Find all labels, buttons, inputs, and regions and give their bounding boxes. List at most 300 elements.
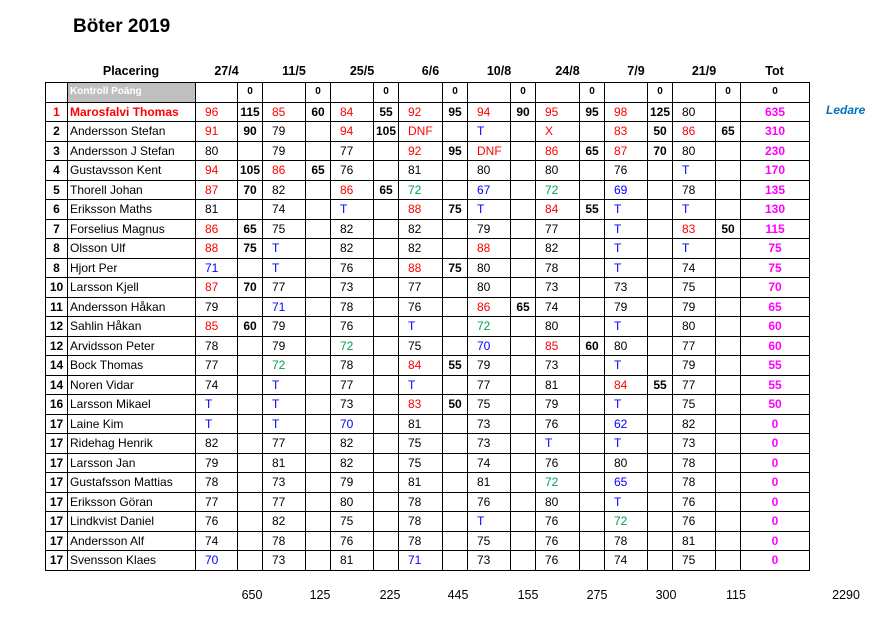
score-cell: 80 [468, 161, 511, 181]
score-cell: T [536, 434, 580, 454]
score-cell: 81 [673, 531, 716, 551]
score-cell: 73 [331, 395, 374, 415]
fine-points-cell [580, 473, 605, 493]
rank-cell: 17 [46, 512, 68, 532]
fine-points-cell [443, 219, 468, 239]
table-row [46, 122, 810, 142]
fine-points-cell [648, 434, 673, 454]
fine-points-cell [306, 336, 331, 356]
score-cell: 78 [331, 297, 374, 317]
table-row [46, 434, 810, 454]
fine-points-cell [443, 122, 468, 142]
fine-points-cell [716, 141, 741, 161]
score-cell: 86 [468, 297, 511, 317]
fine-points-cell [374, 453, 399, 473]
score-cell: 80 [605, 453, 648, 473]
score-cell: T [196, 414, 238, 434]
score-cell: 83 [605, 122, 648, 142]
rank-cell: 17 [46, 531, 68, 551]
fine-points-cell: 55 [580, 200, 605, 220]
fine-points-cell [648, 395, 673, 415]
fine-points-cell [716, 492, 741, 512]
rank-cell: 2 [46, 122, 68, 142]
control-points-cell: 0 [374, 83, 399, 103]
player-name: Eriksson Maths [68, 200, 196, 220]
fine-points-cell [306, 200, 331, 220]
score-cell: T [605, 395, 648, 415]
table-row [46, 453, 810, 473]
fine-points-cell [511, 434, 536, 454]
column-header-row [0, 64, 881, 78]
score-cell: 71 [399, 551, 443, 571]
score-cell: 92 [399, 102, 443, 122]
score-cell: 77 [673, 375, 716, 395]
fine-points-cell: 65 [238, 219, 263, 239]
control-points-cell: 0 [511, 83, 536, 103]
header-date: 11/5 [282, 64, 306, 78]
table-row [46, 414, 810, 434]
footer-sum: 155 [517, 588, 539, 602]
score-cell: 76 [331, 531, 374, 551]
score-cell: 81 [331, 551, 374, 571]
fine-points-cell [580, 492, 605, 512]
header-date: 24/8 [555, 64, 580, 78]
score-cell: 82 [263, 180, 306, 200]
fine-points-cell [511, 356, 536, 376]
fine-points-cell [443, 297, 468, 317]
score-cell: 76 [331, 258, 374, 278]
fine-points-cell [443, 551, 468, 571]
score-cell: 82 [331, 219, 374, 239]
score-cell: 79 [468, 219, 511, 239]
score-cell: 74 [263, 200, 306, 220]
fine-points-cell [511, 395, 536, 415]
score-cell: 80 [605, 336, 648, 356]
score-cell: 77 [331, 141, 374, 161]
score-cell: 80 [673, 141, 716, 161]
score-cell: X [536, 122, 580, 142]
score-cell: 82 [331, 434, 374, 454]
fine-points-cell: 75 [443, 200, 468, 220]
score-cell: 75 [399, 453, 443, 473]
total-cell: 0 [741, 492, 810, 512]
table-row [46, 512, 810, 532]
fine-points-cell [716, 453, 741, 473]
player-name: Ridehag Henrik [68, 434, 196, 454]
control-value-cell [263, 83, 306, 103]
fine-points-cell [306, 473, 331, 493]
rank-cell: 8 [46, 258, 68, 278]
score-cell: 80 [468, 258, 511, 278]
fine-points-cell [511, 512, 536, 532]
score-cell: 73 [263, 551, 306, 571]
score-cell: T [605, 356, 648, 376]
total-cell: 0 [741, 531, 810, 551]
header-date: 21/9 [691, 64, 717, 78]
fine-points-cell [716, 336, 741, 356]
fine-points-cell [648, 297, 673, 317]
fine-points-cell [238, 141, 263, 161]
fine-points-cell [648, 551, 673, 571]
fine-points-cell [716, 317, 741, 337]
score-cell: T [673, 161, 716, 181]
rank-cell: 16 [46, 395, 68, 415]
table-row [46, 336, 810, 356]
score-cell: 77 [263, 278, 306, 298]
score-cell: T [673, 200, 716, 220]
fine-points-cell: 55 [648, 375, 673, 395]
fine-points-cell [306, 356, 331, 376]
score-cell: 86 [331, 180, 374, 200]
rank-cell: 8 [46, 239, 68, 259]
fine-points-cell: 95 [580, 102, 605, 122]
fine-points-cell: 60 [306, 102, 331, 122]
fine-points-cell: 65 [511, 297, 536, 317]
total-cell: 75 [741, 258, 810, 278]
control-points-cell: 0 [306, 83, 331, 103]
fine-points-cell [716, 531, 741, 551]
score-cell: 79 [196, 453, 238, 473]
score-cell: T [605, 492, 648, 512]
fine-points-cell [580, 551, 605, 571]
score-cell: 79 [536, 395, 580, 415]
score-cell: 74 [673, 258, 716, 278]
score-cell: 75 [468, 531, 511, 551]
score-cell: 62 [605, 414, 648, 434]
table-row [46, 551, 810, 571]
rank-cell: 7 [46, 219, 68, 239]
score-cell: 77 [536, 219, 580, 239]
fine-points-cell [306, 141, 331, 161]
fine-points-cell [443, 336, 468, 356]
fine-points-cell [580, 414, 605, 434]
rank-cell: 10 [46, 278, 68, 298]
score-cell: 67 [468, 180, 511, 200]
score-cell: 82 [331, 453, 374, 473]
score-cell: 96 [196, 102, 238, 122]
total-cell: 170 [741, 161, 810, 181]
total-cell: 0 [741, 453, 810, 473]
score-cell: T [673, 239, 716, 259]
footer-sum: 115 [726, 588, 746, 602]
fine-points-cell: 70 [238, 278, 263, 298]
fine-points-cell [580, 434, 605, 454]
fine-points-cell [511, 200, 536, 220]
player-name: Eriksson Göran [68, 492, 196, 512]
fine-points-cell [716, 434, 741, 454]
score-cell: 84 [331, 102, 374, 122]
score-cell: T [468, 200, 511, 220]
fine-points-cell: 55 [374, 102, 399, 122]
score-cell: T [331, 200, 374, 220]
table-row [46, 395, 810, 415]
score-cell: 73 [536, 356, 580, 376]
score-cell: 86 [196, 219, 238, 239]
score-cell: 76 [536, 414, 580, 434]
score-cell: 79 [468, 356, 511, 376]
player-name: Sahlin Håkan [68, 317, 196, 337]
score-cell: 73 [673, 434, 716, 454]
fine-points-cell [716, 239, 741, 259]
fine-points-cell [374, 512, 399, 532]
fine-points-cell [374, 531, 399, 551]
player-name: Andersson Alf [68, 531, 196, 551]
control-row [46, 83, 810, 103]
fine-points-cell [648, 512, 673, 532]
fine-points-cell [238, 200, 263, 220]
fine-points-cell [443, 473, 468, 493]
fine-points-cell [648, 200, 673, 220]
score-cell: 75 [673, 551, 716, 571]
score-cell: DNF [468, 141, 511, 161]
total-cell: 60 [741, 317, 810, 337]
score-cell: 82 [399, 219, 443, 239]
score-cell: 82 [263, 512, 306, 532]
fine-points-cell [443, 434, 468, 454]
fine-points-cell [648, 161, 673, 181]
fine-points-cell [511, 317, 536, 337]
fine-points-cell: 70 [648, 141, 673, 161]
score-cell: 92 [399, 141, 443, 161]
fine-points-cell [511, 531, 536, 551]
rank-cell: 14 [46, 356, 68, 376]
score-cell: 81 [468, 473, 511, 493]
score-cell: 95 [536, 102, 580, 122]
total-cell: 0 [741, 512, 810, 532]
total-cell: 635 [741, 102, 810, 122]
player-name: Arvidsson Peter [68, 336, 196, 356]
player-name: Noren Vidar [68, 375, 196, 395]
fine-points-cell [511, 375, 536, 395]
fine-points-cell [374, 375, 399, 395]
fine-points-cell [238, 375, 263, 395]
score-cell: 76 [399, 297, 443, 317]
rank-cell: 17 [46, 453, 68, 473]
fine-points-cell [306, 414, 331, 434]
fine-points-cell [716, 356, 741, 376]
rank-cell: 17 [46, 414, 68, 434]
player-name: Bock Thomas [68, 356, 196, 376]
score-cell: 88 [399, 258, 443, 278]
fine-points-cell [374, 473, 399, 493]
score-cell: 80 [536, 317, 580, 337]
player-name: Marosfalvi Thomas [68, 102, 196, 122]
table-row [46, 239, 810, 259]
score-cell: 79 [263, 336, 306, 356]
footer-sum: 225 [379, 588, 401, 602]
fine-points-cell [580, 512, 605, 532]
score-cell: 82 [673, 414, 716, 434]
score-cell: 74 [196, 531, 238, 551]
score-cell: 76 [673, 512, 716, 532]
table-row [46, 356, 810, 376]
score-cell: T [468, 122, 511, 142]
table-row [46, 375, 810, 395]
total-cell: 0 [741, 551, 810, 571]
fine-points-cell [511, 492, 536, 512]
rank-cell: 17 [46, 492, 68, 512]
fine-points-cell [374, 141, 399, 161]
rank-cell: 17 [46, 473, 68, 493]
player-name: Andersson Håkan [68, 297, 196, 317]
fine-points-cell [648, 473, 673, 493]
fine-points-cell: 50 [716, 219, 741, 239]
fine-points-cell [511, 278, 536, 298]
score-cell: T [605, 239, 648, 259]
score-cell: 76 [673, 492, 716, 512]
fine-points-cell [580, 356, 605, 376]
fine-points-cell [511, 336, 536, 356]
score-cell: 85 [263, 102, 306, 122]
table-row [46, 278, 810, 298]
table-row [46, 180, 810, 200]
total-cell: 65 [741, 297, 810, 317]
score-cell: 69 [605, 180, 648, 200]
score-cell: T [605, 200, 648, 220]
fine-points-cell: 105 [374, 122, 399, 142]
score-cell: 78 [605, 531, 648, 551]
fine-points-cell [374, 317, 399, 337]
fine-points-cell [374, 492, 399, 512]
fine-points-cell [238, 356, 263, 376]
fine-points-cell [511, 161, 536, 181]
score-cell: T [196, 395, 238, 415]
player-name: Larsson Kjell [68, 278, 196, 298]
score-cell: 88 [468, 239, 511, 259]
fine-points-cell [716, 414, 741, 434]
fine-points-cell [238, 453, 263, 473]
fine-points-cell: 70 [238, 180, 263, 200]
score-cell: 77 [263, 434, 306, 454]
fine-points-cell [238, 531, 263, 551]
score-cell: 94 [468, 102, 511, 122]
score-cell: 87 [605, 141, 648, 161]
score-cell: 88 [399, 200, 443, 220]
player-name: Hjort Per [68, 258, 196, 278]
score-cell: 82 [331, 239, 374, 259]
control-value-cell [673, 83, 716, 103]
fine-points-cell [716, 297, 741, 317]
fine-points-cell [306, 512, 331, 532]
control-points-cell: 0 [716, 83, 741, 103]
score-cell: 74 [468, 453, 511, 473]
fine-points-cell [374, 336, 399, 356]
rank-cell: 4 [46, 161, 68, 181]
score-cell: 70 [331, 414, 374, 434]
fine-points-cell [306, 551, 331, 571]
score-cell: 80 [468, 278, 511, 298]
total-cell: 310 [741, 122, 810, 142]
fine-points-cell [238, 395, 263, 415]
score-cell: 78 [331, 356, 374, 376]
fine-points-cell: 95 [443, 102, 468, 122]
table-row [46, 258, 810, 278]
control-points-cell: 0 [648, 83, 673, 103]
fine-points-cell [374, 395, 399, 415]
score-cell: T [605, 258, 648, 278]
fine-points-cell [443, 375, 468, 395]
footer-total: 2290 [832, 588, 860, 602]
fine-points-cell [374, 356, 399, 376]
leader-label: Ledare [826, 103, 866, 117]
score-cell: 85 [536, 336, 580, 356]
score-cell: 72 [536, 473, 580, 493]
header-date: 27/4 [214, 64, 239, 78]
fine-points-cell [443, 414, 468, 434]
table-row [46, 297, 810, 317]
control-value-cell [399, 83, 443, 103]
score-cell: 73 [536, 278, 580, 298]
score-cell: 83 [399, 395, 443, 415]
score-cell: 86 [673, 122, 716, 142]
score-cell: 78 [196, 473, 238, 493]
fine-points-cell [511, 551, 536, 571]
control-value-cell [468, 83, 511, 103]
fine-points-cell: 115 [238, 102, 263, 122]
total-cell: 230 [741, 141, 810, 161]
score-cell: 75 [673, 395, 716, 415]
fine-points-cell [306, 395, 331, 415]
score-cell: 73 [331, 278, 374, 298]
total-cell: 135 [741, 180, 810, 200]
fine-points-cell: 65 [374, 180, 399, 200]
fine-points-cell [306, 375, 331, 395]
score-cell: 77 [468, 375, 511, 395]
player-name: Larsson Jan [68, 453, 196, 473]
fine-points-cell [648, 356, 673, 376]
fine-points-cell [580, 531, 605, 551]
score-cell: 78 [673, 453, 716, 473]
fine-points-cell [374, 414, 399, 434]
fine-points-cell [374, 434, 399, 454]
score-cell: 76 [605, 161, 648, 181]
fine-points-cell [648, 317, 673, 337]
score-cell: 78 [673, 180, 716, 200]
fine-points-cell [238, 414, 263, 434]
fine-points-cell [580, 297, 605, 317]
fine-points-cell [511, 473, 536, 493]
score-cell: 80 [536, 492, 580, 512]
score-cell: 75 [263, 219, 306, 239]
fine-points-cell [648, 278, 673, 298]
fine-points-cell [443, 492, 468, 512]
score-cell: 65 [605, 473, 648, 493]
score-cell: 75 [468, 395, 511, 415]
fine-points-cell [716, 258, 741, 278]
score-cell: 72 [536, 180, 580, 200]
fine-points-cell [238, 258, 263, 278]
total-cell: 0 [741, 414, 810, 434]
score-cell: 80 [196, 141, 238, 161]
fine-points-cell [648, 531, 673, 551]
fine-points-cell [648, 414, 673, 434]
footer-sum: 275 [586, 588, 608, 602]
fine-points-cell: 75 [443, 258, 468, 278]
fine-points-cell [443, 278, 468, 298]
score-cell: 77 [331, 375, 374, 395]
table-row [46, 219, 810, 239]
rank-cell: 17 [46, 434, 68, 454]
score-cell: 78 [399, 512, 443, 532]
score-cell: T [263, 239, 306, 259]
rank-cell: 1 [46, 102, 68, 122]
fine-points-cell [443, 180, 468, 200]
fine-points-cell: 50 [443, 395, 468, 415]
fine-points-cell: 105 [238, 161, 263, 181]
score-cell: DNF [399, 122, 443, 142]
score-cell: 79 [331, 473, 374, 493]
fine-points-cell [716, 200, 741, 220]
